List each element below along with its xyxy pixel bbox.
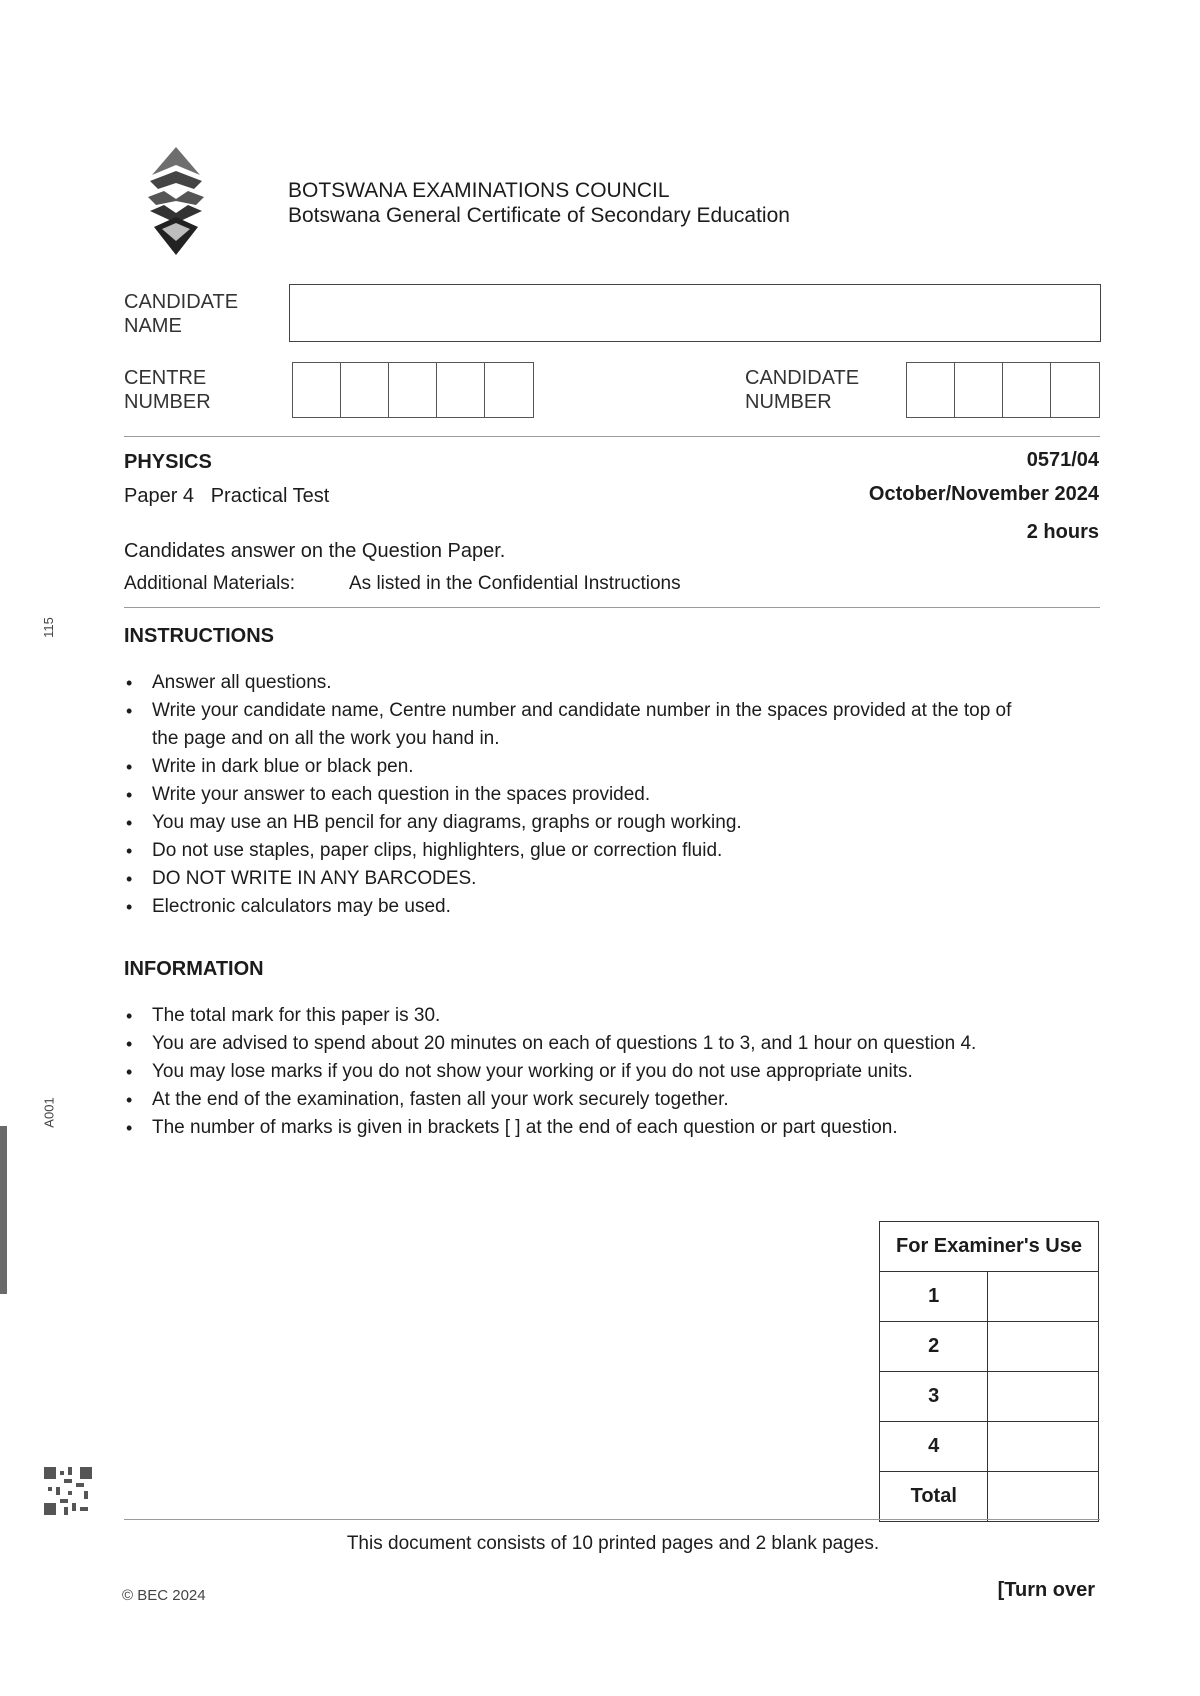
instruction-item: • You may use an HB pencil for any diagrams, graphs or rough working. bbox=[124, 809, 1011, 837]
subject: PHYSICS bbox=[124, 451, 212, 473]
examiner-table-heading: For Examiner's Use bbox=[880, 1222, 1099, 1272]
council-name: BOTSWANA EXAMINATIONS COUNCIL bbox=[288, 179, 670, 202]
information-item: • You may lose marks if you do not show your working or if you do not use appropriate units. bbox=[124, 1058, 976, 1086]
bec-logo bbox=[140, 145, 212, 257]
table-row: 3 bbox=[880, 1372, 1099, 1422]
information-item: • You are advised to spend about 20 minutes on each of questions 1 to 3, and 1 hour on question 4. bbox=[124, 1030, 976, 1058]
instruction-item: • Write in dark blue or black pen. bbox=[124, 753, 1011, 781]
materials-value: As listed in the Confidential Instructions bbox=[349, 573, 681, 594]
exam-duration: 2 hours bbox=[1026, 521, 1099, 543]
instructions-heading: INSTRUCTIONS bbox=[124, 625, 274, 647]
mark-cell[interactable] bbox=[988, 1422, 1099, 1472]
margin-code-top: 115 bbox=[40, 617, 56, 638]
instructions-list bbox=[124, 669, 1011, 921]
centre-number-boxes[interactable] bbox=[292, 362, 534, 418]
edge-barcode bbox=[0, 1126, 7, 1294]
divider bbox=[124, 436, 1100, 437]
mark-cell[interactable] bbox=[988, 1372, 1099, 1422]
table-row: 4 bbox=[880, 1422, 1099, 1472]
information-list bbox=[124, 1002, 976, 1142]
instruction-item: • Write your candidate name, Centre number and candidate number in the spaces provided at the top of the page and on all the work you hand in. bbox=[124, 697, 1011, 753]
mark-cell[interactable] bbox=[988, 1472, 1099, 1522]
candidate-name-field[interactable] bbox=[289, 284, 1101, 342]
table-row: 1 bbox=[880, 1272, 1099, 1322]
instruction-item: • Do not use staples, paper clips, highlighters, glue or correction fluid. bbox=[124, 837, 1011, 865]
instruction-item: • Answer all questions. bbox=[124, 669, 1011, 697]
paper-title: Paper 4 Practical Test bbox=[124, 485, 330, 507]
exam-session: October/November 2024 bbox=[868, 483, 1099, 505]
certificate-name: Botswana General Certificate of Secondary Education bbox=[288, 204, 790, 227]
page-count-note: This document consists of 10 printed pages and 2 blank pages. bbox=[346, 1533, 880, 1554]
instruction-item: • Electronic calculators may be used. bbox=[124, 893, 1011, 921]
examiner-use-table bbox=[879, 1221, 1099, 1522]
qr-barcode bbox=[44, 1466, 92, 1516]
mark-cell[interactable] bbox=[988, 1272, 1099, 1322]
table-row: Total bbox=[880, 1472, 1099, 1522]
materials-label: Additional Materials: bbox=[124, 573, 296, 594]
paper-code: 0571/04 bbox=[1026, 449, 1099, 471]
mark-cell[interactable] bbox=[988, 1322, 1099, 1372]
information-item: • The number of marks is given in brackets [ ] at the end of each question or part question. bbox=[124, 1114, 976, 1142]
instruction-item: • DO NOT WRITE IN ANY BARCODES. bbox=[124, 865, 1011, 893]
divider bbox=[124, 1519, 1100, 1520]
information-heading: INFORMATION bbox=[124, 958, 264, 980]
centre-number-label: CENTRE NUMBER bbox=[124, 367, 211, 413]
information-item: • At the end of the examination, fasten all your work securely together. bbox=[124, 1086, 976, 1114]
information-item: • The total mark for this paper is 30. bbox=[124, 1002, 976, 1030]
margin-code-bottom: A001 bbox=[41, 1097, 57, 1128]
table-row: 2 bbox=[880, 1322, 1099, 1372]
candidate-number-label: CANDIDATE NUMBER bbox=[745, 367, 860, 413]
copyright: © BEC 2024 bbox=[122, 1587, 206, 1604]
turn-over: [Turn over bbox=[997, 1579, 1095, 1601]
candidate-name-label: CANDIDATE NAME bbox=[124, 291, 239, 337]
instruction-item: • Write your answer to each question in the spaces provided. bbox=[124, 781, 1011, 809]
divider bbox=[124, 607, 1100, 608]
answer-note: Candidates answer on the Question Paper. bbox=[124, 540, 506, 562]
candidate-number-boxes[interactable] bbox=[906, 362, 1100, 418]
